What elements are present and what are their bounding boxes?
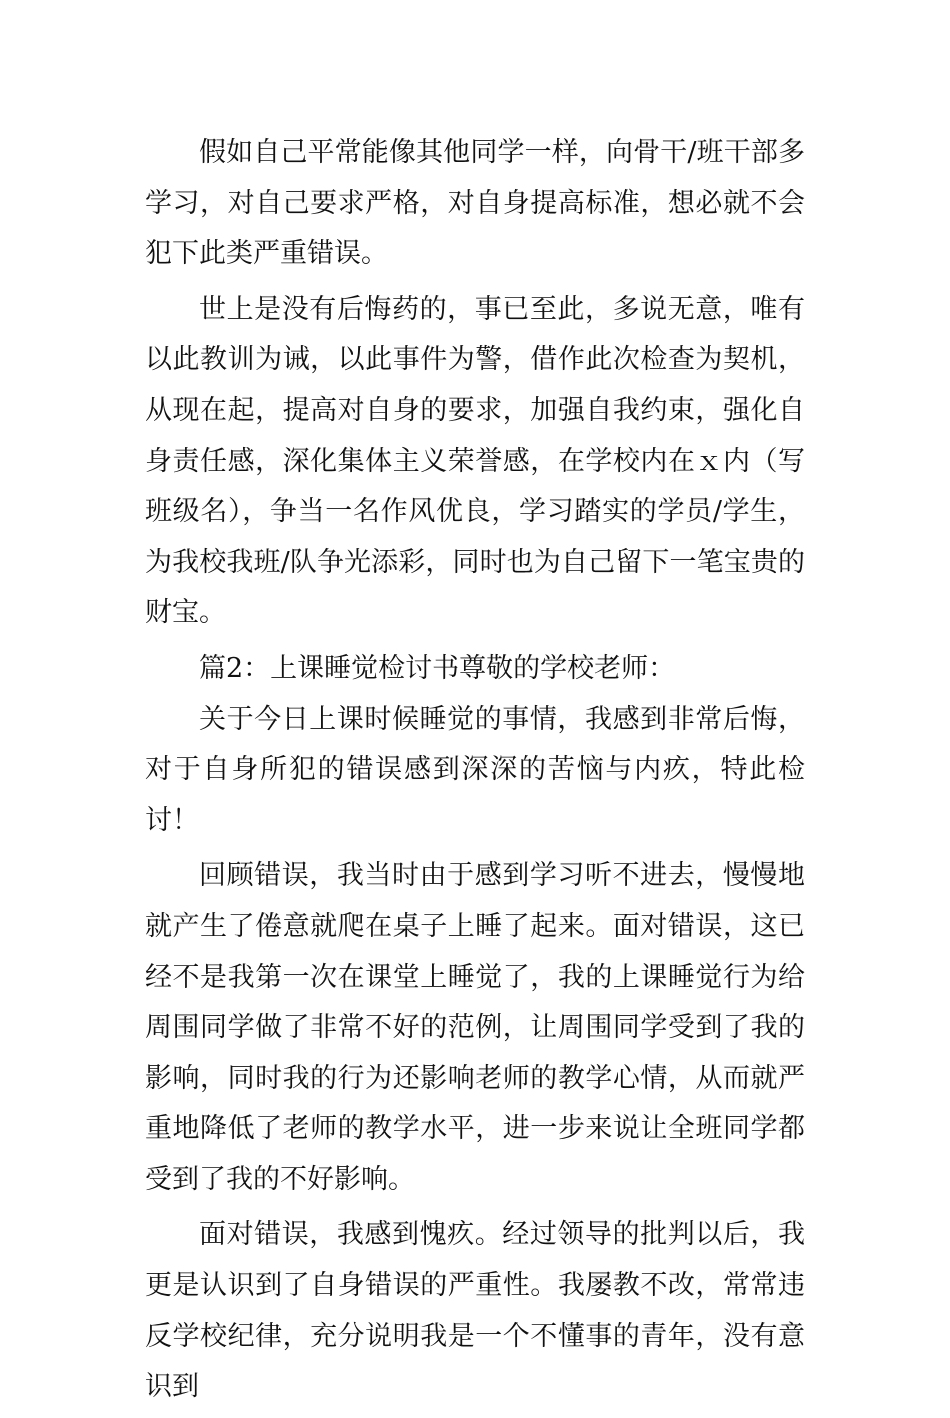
paragraph-3: 关于今日上课时候睡觉的事情，我感到非常后悔，对于自身所犯的错误感到深深的苦恼与内疚，特此检讨！ xyxy=(145,703,805,836)
document-body xyxy=(145,128,805,1418)
paragraph-2: 世上是没有后悔药的，事已至此，多说无意，唯有以此教训为诫，以此事件为警，借作此次检查为契机，从现在起，提高对自身的要求，加强自我约束，强化自身责任感，深化集体主义荣誉感，在学校内在ｘ内（写班级名），争当一名作风优良，学习踏实的学员/学生，为我校我班/队争光添彩，同时也为自己留下一笔宝贵的财宝。 xyxy=(145,293,805,629)
section-heading: 篇2：上课睡觉检讨书尊敬的学校老师： xyxy=(199,652,676,684)
paragraph-1: 假如自己平常能像其他同学一样，向骨干/班干部多学习，对自己要求严格，对自身提高标准，想必就不会犯下此类严重错误。 xyxy=(145,137,805,270)
paragraph-5: 面对错误，我感到愧疚。经过领导的批判以后，我更是认识到了自身错误的严重性。我屡教不改，常常违反学校纪律，充分说明我是一个不懂事的青年，没有意识到 xyxy=(145,1219,805,1403)
paragraph-4: 回顾错误，我当时由于感到学习听不进去，慢慢地就产生了倦意就爬在桌子上睡了起来。面对错误，这已经不是我第一次在课堂上睡觉了，我的上课睡觉行为给周围同学做了非常不好的范例，让周围同学受到了我的影响，同时我的行为还影响老师的教学心情，从而就严重地降低了老师的教学水平，进一步来说让全班同学都受到了我的不好影响。 xyxy=(145,860,805,1195)
